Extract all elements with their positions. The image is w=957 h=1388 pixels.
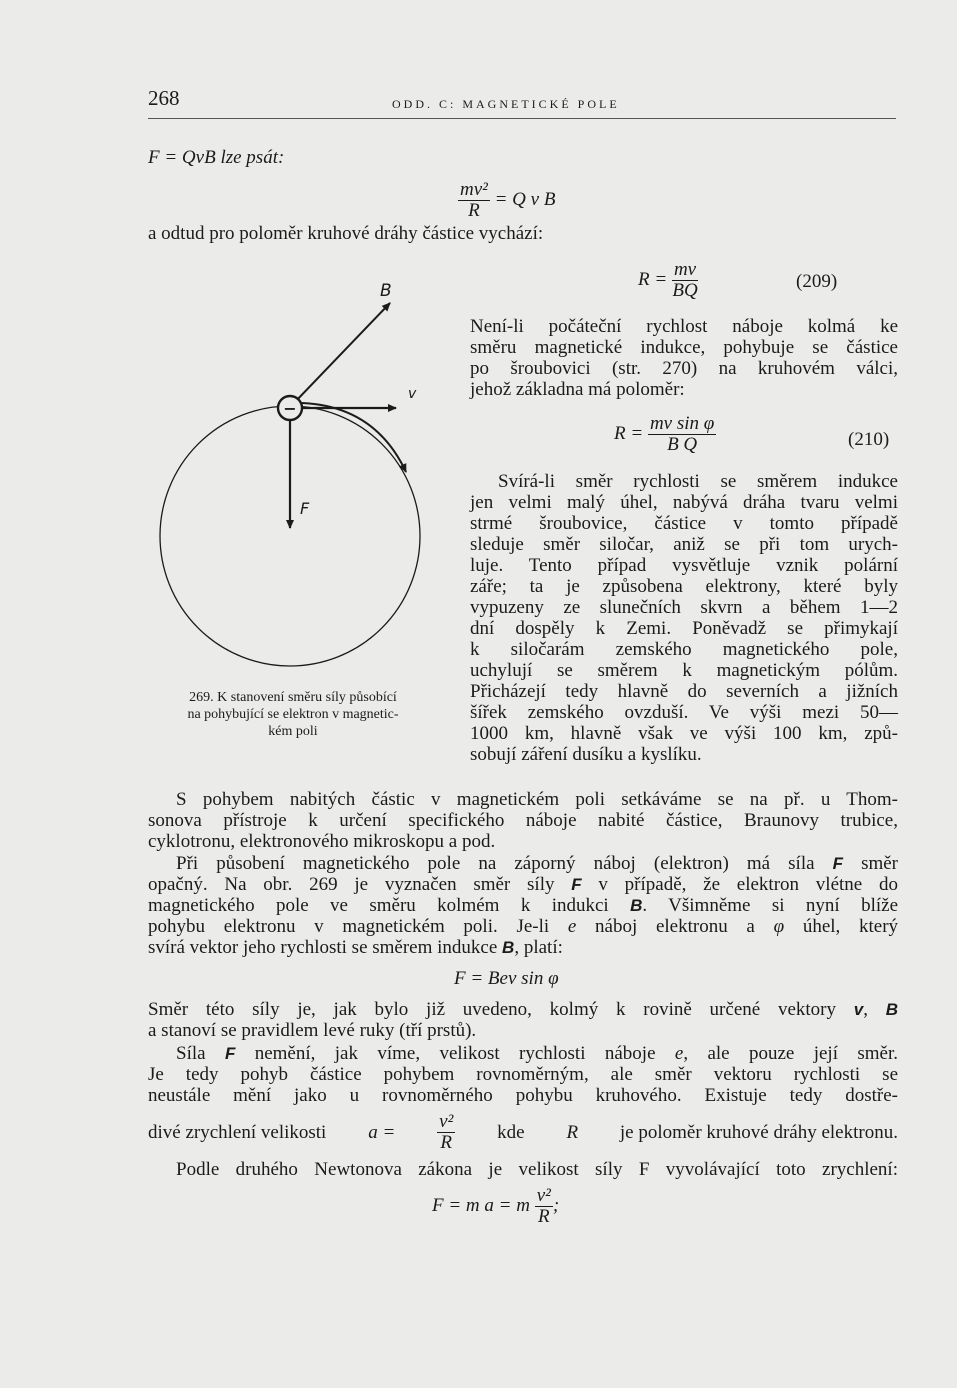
text-line [148, 916, 898, 937]
symbol-a: a = [368, 1122, 396, 1143]
text-line: neustále mění jako u rovnoměrného pohybu kruhového. Existuje tedy dostře- [148, 1085, 898, 1106]
text-span: je poloměr kruhové dráhy elektronu. [619, 1122, 898, 1143]
text-line: luje. Tento případ vysvětluje vznik polární [470, 555, 898, 576]
page-number: 268 [148, 86, 180, 110]
text-line: Je tedy pohyb částice pohybem rovnoměrným, ale směr vektoru rychlosti se [148, 1064, 898, 1085]
text-span: kde [497, 1122, 525, 1143]
intro-line1: F = QvB lze psát: [148, 147, 285, 168]
text-span: divé zrychlení velikosti [148, 1122, 327, 1143]
eq1-numerator: mv² [460, 179, 488, 200]
text-line: po šroubovici (str. 270) na kruhovém válci, [470, 358, 898, 379]
eq1-rhs: = Q v B [494, 188, 556, 210]
text-line: Přicházejí tedy hlavně do severních a jižních [470, 681, 898, 702]
text-span: svírá vektor jeho rychlosti se směrem indukce [148, 937, 498, 958]
equation-newton [432, 1186, 559, 1227]
trajectory-arrow [302, 403, 406, 472]
paragraph-full-3 [148, 999, 898, 1041]
paragraph-right-1 [470, 316, 898, 400]
intro-line2: a odtud pro poloměr kruhové dráhy částice vychází: [148, 223, 544, 244]
text-span: , platí: [514, 937, 563, 958]
eq-newton-lhs: F = m a = m [432, 1194, 530, 1216]
text-span: , ale pouze její směr. [683, 1043, 898, 1064]
text-line: Podle druhého Newtonova zákona je velikost síly F vyvolávající toto zrychlení: [176, 1159, 898, 1180]
text-span: Směr této síly je, jak bylo již uvedeno, kolmý k rovině určené vektory [148, 999, 836, 1020]
eq210-label: (210) [848, 429, 890, 450]
eq-newton-numerator: v² [536, 1185, 551, 1206]
electron-sign: − [283, 399, 297, 418]
text-span: úhel, který [802, 916, 899, 937]
text-line: sleduje směr siločar, aniž se při tom urych- [470, 534, 898, 555]
accel-denominator: R [440, 1132, 453, 1153]
paragraph-full-4 [148, 1043, 898, 1153]
eq209-label: (209) [796, 271, 838, 292]
figure-caption [148, 689, 438, 740]
text-span: , [863, 999, 868, 1020]
text-line: a stanoví se pravidlem levé ruky (tří prstů). [148, 1020, 477, 1041]
text-span: Síla [176, 1043, 206, 1064]
text-span: Při působení magnetického pole na záporný náboj (elektron) má síla [176, 853, 815, 874]
text-line: sonova přístroje k určení specifického náboje nabité částice, Braunovy trubice, [148, 810, 898, 831]
text-line: záře; ta je způsobena elektrony, které byly [470, 576, 898, 597]
text-line: dní dospěly k Zemi. Poněvadž se přimykají [470, 618, 898, 639]
header-rule [148, 118, 896, 119]
paragraph-right-2 [470, 471, 898, 765]
vector-v: v [853, 1000, 864, 1019]
text-line: 1000 km, hlavně však ve výši 100 km, způ- [470, 723, 898, 744]
text-span: . Všimněme si nyní blíže [642, 895, 898, 916]
eq210-lhs: R = [614, 422, 644, 444]
paragraph-full-5 [148, 1159, 898, 1180]
eq210-numerator: mv sin φ [649, 413, 715, 434]
paragraph-full-1 [148, 789, 898, 852]
text-span: směr [861, 853, 899, 874]
equation-force: F = Bev sin φ [454, 968, 559, 989]
accel-numerator: v² [439, 1111, 454, 1132]
text-line [148, 895, 898, 916]
symbol-r: R [566, 1122, 579, 1143]
equation-210 [614, 414, 716, 455]
text-line [148, 937, 898, 958]
symbol-e: e [674, 1043, 684, 1064]
eq-newton-denominator: R [537, 1206, 550, 1227]
text-line: strmé šroubovice, částice v tomto případě [470, 513, 898, 534]
vector-b: B [502, 938, 515, 957]
text-span: nemění, jak víme, velikost rychlosti náboje [254, 1043, 656, 1064]
text-line: vypuzeny ze slunečních skvrn a během 1—2 [470, 597, 898, 618]
text-line: směru magnetické indukce, pohybuje se částice [470, 337, 898, 358]
symbol-phi: φ [773, 916, 785, 937]
caption-line: 269. K stanovení směru síly působící [189, 690, 397, 705]
eq-newton-end: ; [552, 1194, 560, 1216]
text-line: sobují záření dusíku a kyslíku. [470, 744, 702, 765]
text-line: cyklotronu, elektronového mikroskopu a pod. [148, 831, 496, 852]
equation-209 [638, 260, 698, 301]
text-span: v případě, že elektron vlétne do [598, 874, 898, 895]
text-line: S pohybem nabitých částic v magnetickém poli setkáváme se na př. u Thom- [176, 789, 898, 810]
vector-f: F [571, 875, 582, 894]
text-line: k siločarám zemského magnetického pole, [470, 639, 898, 660]
eq210-denominator: B Q [667, 434, 698, 455]
text-line: šířek zemského ovzduší. Ve výši mezi 50— [470, 702, 898, 723]
b-vector-arrow [294, 303, 390, 403]
paragraph-full-2 [148, 853, 898, 958]
text-line [148, 1112, 898, 1153]
vector-f: F [832, 854, 843, 873]
text-line [148, 999, 898, 1020]
label-f: F [300, 499, 310, 518]
vector-b: B [885, 1000, 899, 1019]
eq209-lhs: R = [638, 268, 668, 290]
caption-line: na pohybující se elektron v magnetic- [187, 707, 399, 722]
text-span: opačný. Na obr. 269 je vyznačen směr síly [148, 874, 555, 895]
eq209-denominator: BQ [672, 280, 698, 301]
text-line [148, 853, 898, 874]
label-b: B [380, 281, 392, 301]
text-line [148, 874, 898, 895]
symbol-e: e [567, 916, 577, 937]
vector-f: F [224, 1044, 236, 1063]
text-line: uchylují se směrem k magnetickým pólům. [470, 660, 898, 681]
text-span: pohybu elektronu v magnetickém poli. Je-li [148, 916, 550, 937]
text-line: Není-li počáteční rychlost náboje kolmá ke [470, 316, 898, 337]
eq1-denominator: R [468, 200, 480, 221]
vector-b: B [630, 896, 643, 915]
eq209-numerator: mv [673, 259, 697, 280]
text-line: jehož základna má poloměr: [470, 379, 685, 400]
text-span: magnetického pole ve směru kolmém k indukci [148, 895, 609, 916]
label-v: v [408, 386, 417, 402]
text-span: náboj elektronu a [595, 916, 755, 937]
text-line [148, 1043, 898, 1064]
running-title: ODD. C: MAGNETICKÉ POLE [392, 97, 620, 111]
figure-269 [150, 270, 440, 680]
equation-1 [458, 180, 555, 221]
text-line: Svírá-li směr rychlosti se směrem indukce [498, 471, 898, 492]
text-line: jen velmi malý úhel, nabývá dráha tvaru velmi [470, 492, 898, 513]
caption-line: kém poli [268, 724, 318, 739]
